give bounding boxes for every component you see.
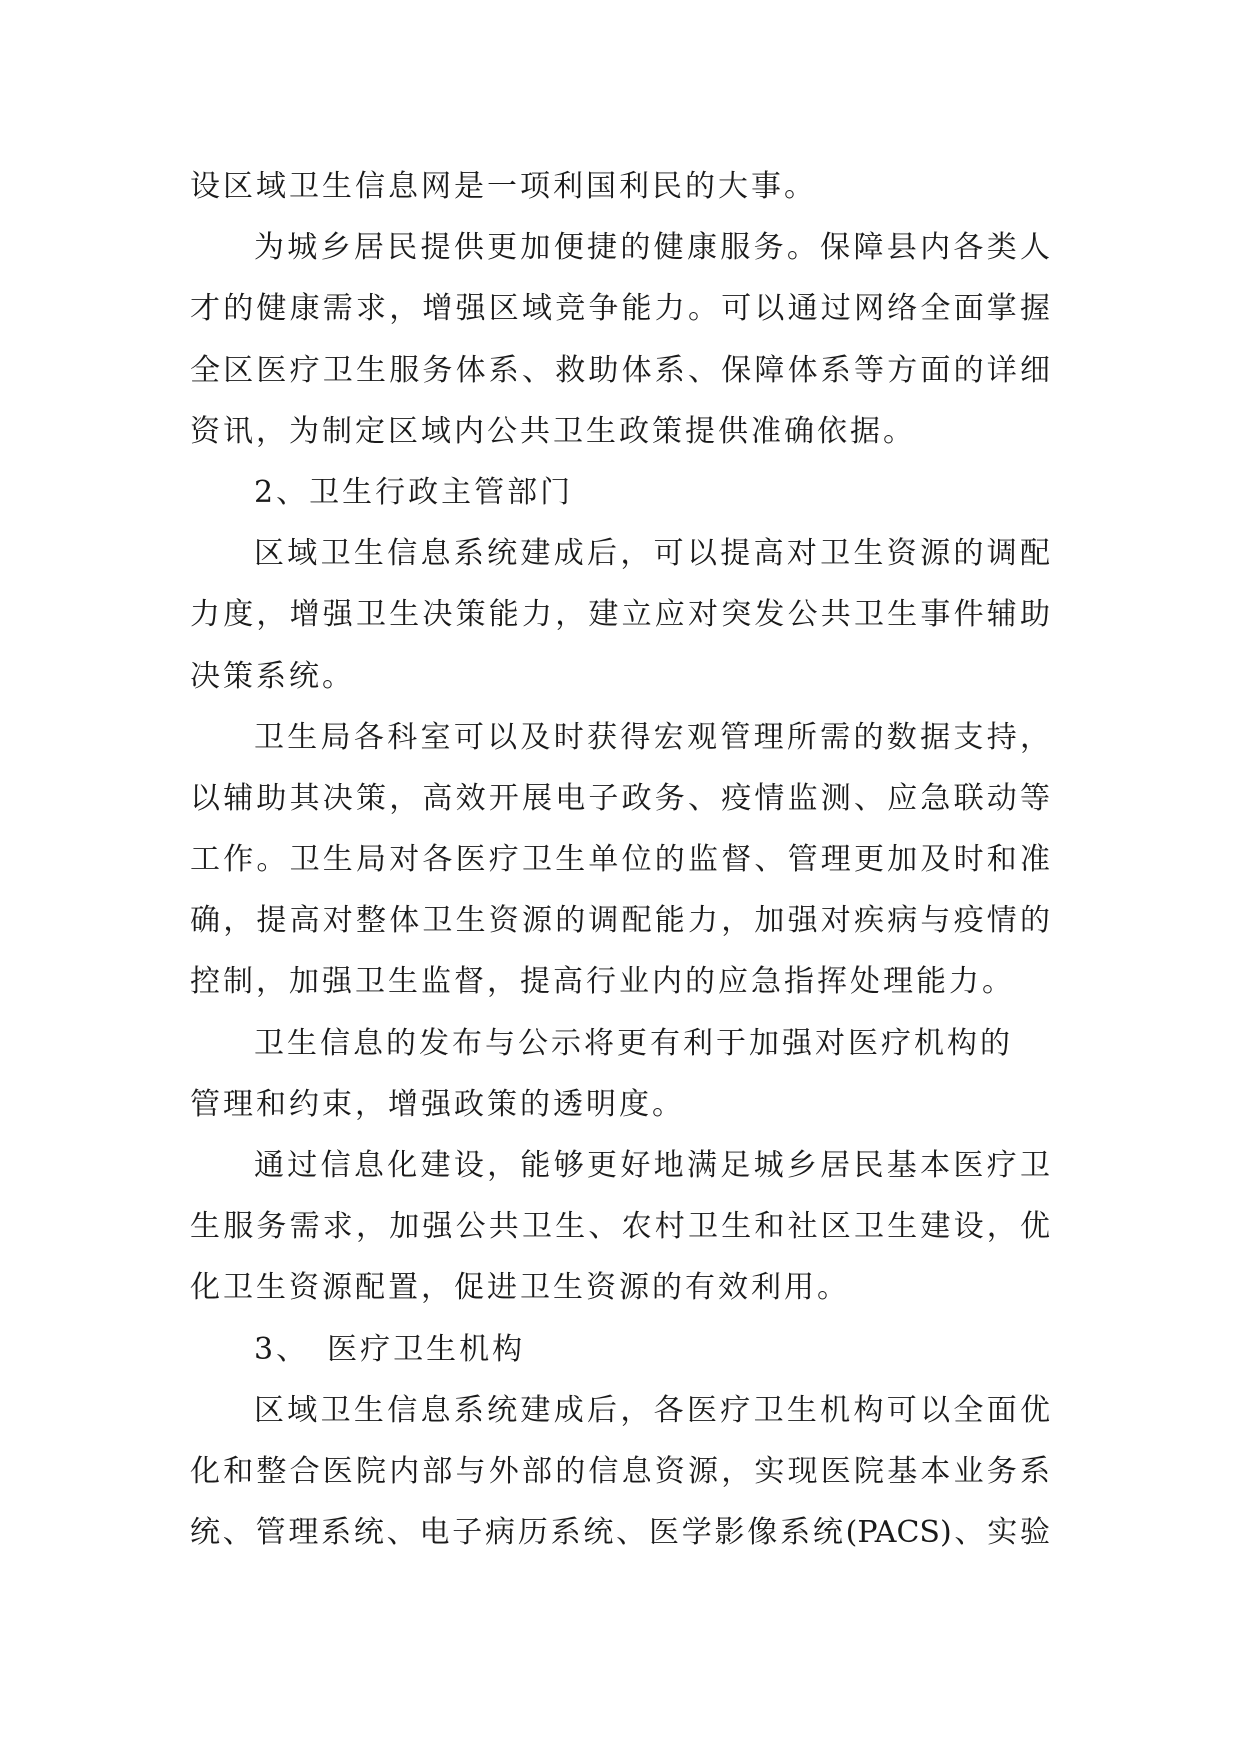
text-line: 化卫生资源配置，促进卫生资源的有效利用。: [190, 1270, 850, 1306]
document-body: [190, 156, 1050, 1563]
text-line: 区域卫生信息系统建成后，可以提高对卫生资源的调配: [254, 536, 1050, 572]
text-line: 工作。卫生局对各医疗卫生单位的监督、管理更加及时和准: [190, 842, 1050, 878]
text-line: 通过信息化建设，能够更好地满足城乡居民基本医疗卫: [254, 1148, 1050, 1183]
text-line: 控制，加强卫生监督，提高行业内的应急指挥处理能力。: [190, 964, 1015, 1000]
text-line: 为城乡居民提供更加便捷的健康服务。保障县内各类人: [254, 230, 1050, 266]
text-line: 力度，增强卫生决策能力，建立应对突发公共卫生事件辅助: [190, 597, 1050, 633]
text-line: 卫生局各科室可以及时获得宏观管理所需的数据支持，: [254, 719, 1050, 755]
text-line: 设区域卫生信息网是一项利国利民的大事。: [190, 169, 817, 204]
text-line: 管理和约束，增强政策的透明度。: [190, 1086, 685, 1122]
text-line: 资讯，为制定区域内公共卫生政策提供准确依据。: [190, 413, 916, 449]
text-line: 确，提高对整体卫生资源的调配能力，加强对疾病与疫情的: [190, 903, 1050, 939]
text-line: 统、管理系统、电子病历系统、医学影像系统(PACS)、实验: [190, 1515, 1050, 1551]
section-heading: 3、 医疗卫生机构: [254, 1331, 526, 1367]
text-line: 化和整合医院内部与外部的信息资源，实现医院基本业务系: [190, 1453, 1050, 1489]
text-line: 全区医疗卫生服务体系、救助体系、保障体系等方面的详细: [190, 352, 1050, 388]
text-line: 卫生信息的发布与公示将更有利于加强对医疗机构的: [254, 1025, 1013, 1061]
section-heading: 2、卫生行政主管部门: [254, 474, 574, 510]
text-line: 区域卫生信息系统建成后，各医疗卫生机构可以全面优: [254, 1392, 1050, 1428]
text-line: 以辅助其决策，高效开展电子政务、疫情监测、应急联动等: [190, 780, 1050, 816]
text-line: 决策系统。: [190, 658, 355, 694]
text-line: 生服务需求，加强公共卫生、农村卫生和社区卫生建设，优: [190, 1209, 1050, 1245]
text-line: 才的健康需求，增强区域竞争能力。可以通过网络全面掌握: [190, 291, 1050, 327]
